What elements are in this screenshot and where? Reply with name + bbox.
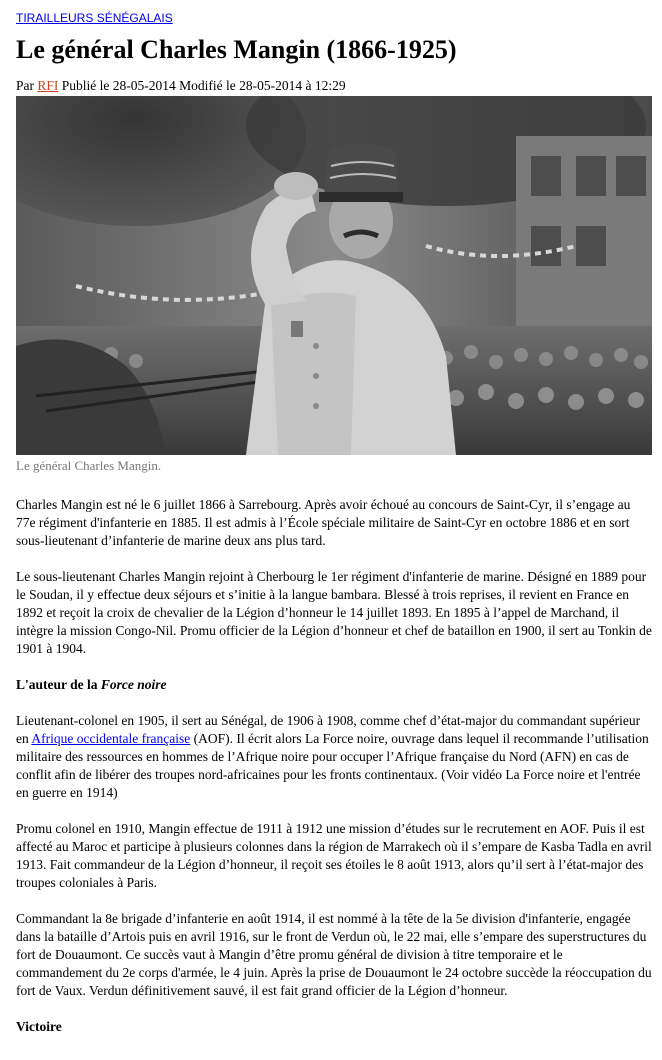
section-heading (16, 676, 652, 694)
page-title: Le général Charles Mangin (1866-1925) (16, 35, 457, 64)
paragraph: Charles Mangin est né le 6 juillet 1866 à Sarrebourg. Après avoir échoué au concours de Saint-Cyr, il s’engage au 77e régiment d'infanterie en 1885. Il est admis à l’École spéciale militaire de Saint-Cyr en octobre 1886 et en sort sous-lieutenant d’infanterie de marine deux ans plus tard. (16, 497, 631, 548)
byline (16, 78, 652, 94)
paragraph: Promu colonel en 1910, Mangin effectue de 1911 à 1912 une mission d’études sur le recrutement en AOF. Puis il est affecté au Maroc et participe à plusieurs colonnes dans la région de Marrakech où il s’empare de Kasba Tadla en avril 1913. Fait commandeur de la Légion d’honneur, il reçoit ses étoiles le 8 août 1913, alors qu’il sert à l’état-major des troupes coloniales à Paris. (16, 821, 652, 890)
paragraph: Le sous-lieutenant Charles Mangin rejoint à Cherbourg le 1er régiment d'infanterie de marine. Désigné en 1889 pour le Soudan, il y effectue deux séjours et s’initie à la langue bambara. Blessé à trois reprises, il revient en France en 1892 et reçoit la croix de chevalier de la Légion d’honneur le 14 juillet 1893. En 1895 à l’appel de Marchand, il intègre la mission Congo-Nil. Promu officier de la Légion d’honneur et chef de bataillon en 1900, il sert au Tonkin de 1901 à 1904. (16, 569, 652, 656)
section-heading-italic: Force noire (100, 677, 167, 692)
photo-general-saluting (16, 96, 652, 455)
section-heading: Victoire (16, 1019, 62, 1034)
aof-link[interactable]: Afrique occidentale française (31, 731, 191, 746)
photo-caption: Le général Charles Mangin. (16, 458, 162, 473)
article (16, 10, 652, 1036)
byline-prefix: Par (16, 78, 38, 93)
paragraph-text: Lieutenant-colonel en 1905, il sert au Sénégal, de 1906 à 1908, comme chef d’état-major du commandant supérieur en (16, 713, 641, 746)
section-heading-text: L'auteur de la (16, 677, 101, 692)
rubric-link[interactable]: TIRAILLEURS SÉNÉGALAIS (16, 11, 173, 25)
paragraph: Commandant la 8e brigade d’infanterie en août 1914, il est nommé à la tête de la 5e division d'infanterie, engagée dans la bataille d’Artois puis en avril 1916, sur le front de Verdun où, le 22 mai, elle s’empare des superstructures du fort de Douaumont. Ce succès vaut à Mangin d’être promu général de division à titre temporaire et le commandement du 2e corps d'armée, le 4 juin. Après la prise de Douaumont le 24 octobre succède la réoccupation du fort de Vaux. Verdun définitivement sauvé, il est fait grand officier de la Légion d’honneur. (16, 911, 652, 998)
article-photo (16, 96, 652, 455)
paragraph-text: (AOF). Il écrit alors La Force noire, ouvrage dans lequel il recommande l’utilisation militaire des ressources en hommes de l’Afrique noire pour occuper l’Afrique française du Nord (AFN) en cas de conflit afin de libérer des troupes nord-africaines pour les fronts continentaux. (Voir vidéo La Force noire et l'entrée en guerre en 1914) (16, 731, 649, 800)
author-link[interactable]: RFI (37, 78, 59, 93)
paragraph (16, 712, 652, 802)
publication-dates: Publié le 28-05-2014 Modifié le 28-05-2014 à 12:29 (58, 78, 346, 93)
